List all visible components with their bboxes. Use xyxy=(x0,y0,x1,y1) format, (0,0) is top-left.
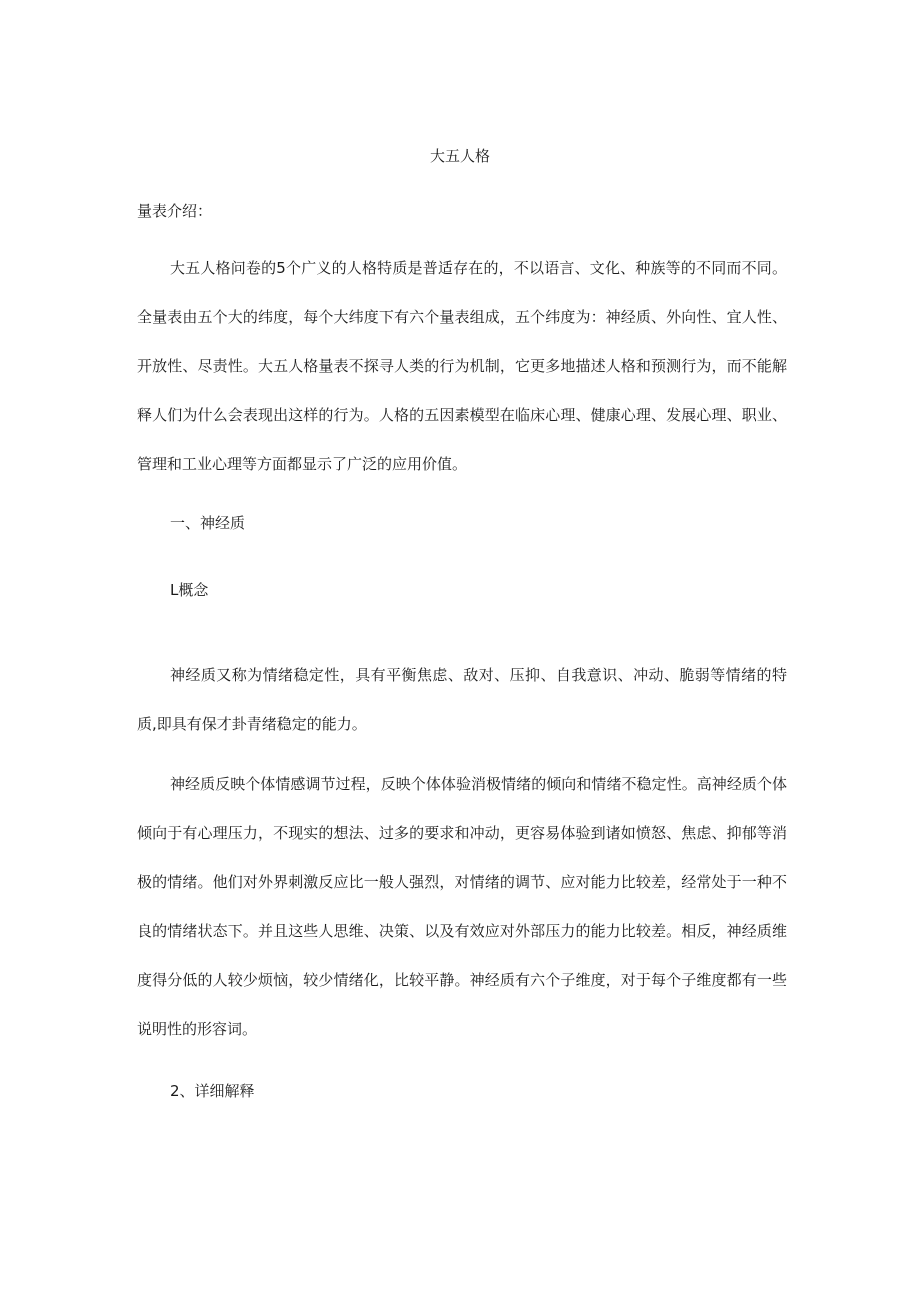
intro-label: 量表介绍： xyxy=(137,202,213,220)
intro-paragraph: 大五人格问卷的5个广义的人格特质是普适存在的，不以语言、文化、种族等的不同而不同。全量表由五个大的纬度，每个大纬度下有六个量表组成，五个纬度为：神经质、外向性、宜人性、开放性、尽责性。大五人格量表不探寻人类的行为机制，它更多地描述人格和预测行为，而不能解释人们为什么会表现出这样的行为。人格的五因素模型在临床心理、健康心理、发展心理、职业、管理和工业心理等方面都显示了广泛的应用价值。 xyxy=(137,259,787,473)
section-heading-neuroticism: 一、神经质 xyxy=(170,514,246,532)
definition-paragraph: 神经质又称为情绪稳定性，具有平衡焦虑、敌对、压抑、自我意识、冲动、脆弱等情绪的特质,即具有保才卦青绪稳定的能力。 xyxy=(137,666,787,733)
detail-heading: 2、详细解释 xyxy=(170,1082,255,1100)
description-paragraph: 神经质反映个体情感调节过程，反映个体体验消极情绪的倾向和情绪不稳定性。高神经质个体倾向于有心理压力，不现实的想法、过多的要求和冲动，更容易体验到诸如愤怒、焦虑、抑郁等消极的情绪。他们对外界刺激反应比一般人强烈，对情绪的调节、应对能力比较差，经常处于一种不良的情绪状态下。并且这些人思维、决策、以及有效应对外部压力的能力比较差。相反，神经质维度得分低的人较少烦恼，较少情绪化，比较平静。神经质有六个子维度，对于每个子维度都有一些说明性的形容词。 xyxy=(137,775,787,1038)
concept-heading: L概念 xyxy=(170,581,209,599)
document-title: 大五人格 xyxy=(429,147,490,165)
